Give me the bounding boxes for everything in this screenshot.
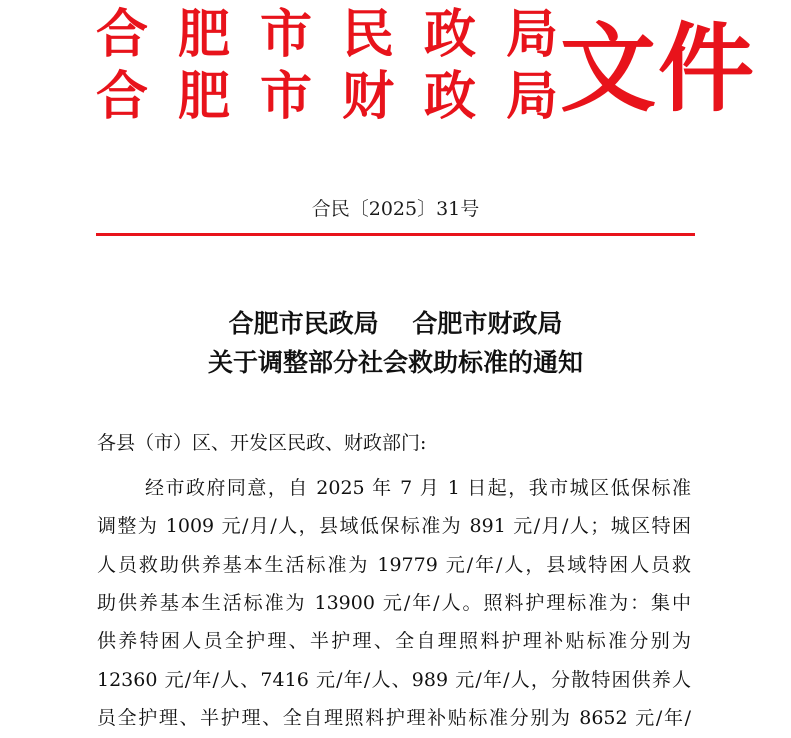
body-text-line: 人员救助供养基本生活标准为 19779 元/年/人，县域特困人员救: [97, 554, 691, 576]
salutation: 各县（市）区、开发区民政、财政部门:: [97, 432, 427, 454]
red-divider-line: [96, 233, 695, 236]
body-text-line: 员全护理、半护理、全自理照料护理补贴标准分别为 8652 元/年/: [97, 707, 691, 729]
body-text-line: 12360 元/年/人、7416 元/年/人、989 元/年/人，分散特困供养人: [97, 669, 691, 691]
body-text-line: 助供养基本生活标准为 13900 元/年/人。照料护理标准为：集中: [97, 592, 691, 614]
body-text-line: 调整为 1009 元/月/人，县域低保标准为 891 元/月/人；城区特困: [97, 515, 691, 537]
header-org-finance: 合肥市财政局: [96, 66, 589, 127]
header-document-type: 文件: [560, 12, 756, 125]
body-text-line: 供养特困人员全护理、半护理、全自理照料护理补贴标准分别为: [97, 630, 691, 652]
notice-title-line-1: 合肥市民政局 合肥市财政局: [228, 309, 563, 338]
header-org-civil-affairs: 合肥市民政局: [96, 4, 589, 65]
notice-title-line-2: 关于调整部分社会救助标准的通知: [207, 348, 583, 377]
body-text-line: 经市政府同意，自 2025 年 7 月 1 日起，我市城区低保标准: [145, 477, 691, 499]
document-number: 合民〔2025〕31号: [311, 198, 480, 220]
